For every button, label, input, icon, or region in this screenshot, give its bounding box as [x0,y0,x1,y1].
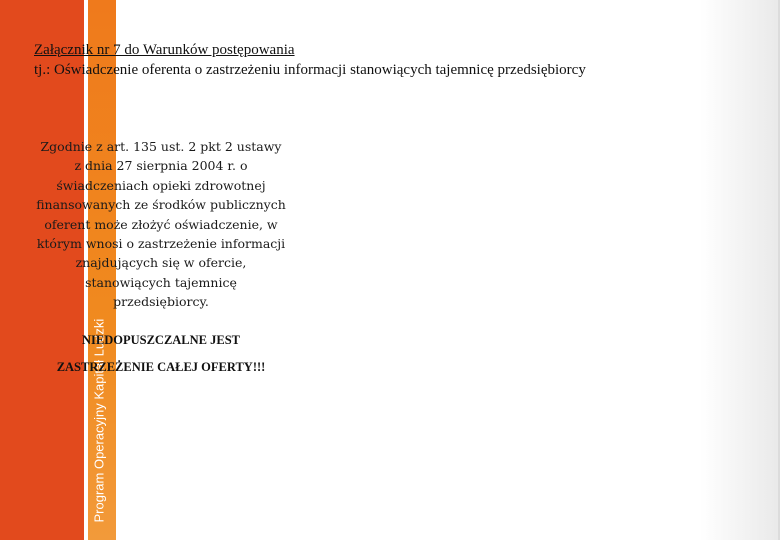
right-fade-decoration [700,0,780,540]
notice-line-2: ZASTRZEŻENIE CAŁEJ OFERTY!!! [56,360,266,374]
attachment-title: Załącznik nr 7 do Warunków postępowania [34,42,295,58]
attachment-subtitle: tj.: Oświadczenie oferenta o zastrzeżeniu informacji stanowiących tajemnicę przedsiębiorcy [34,62,586,78]
notice-line-1: NIEDOPUSZCZALNE JEST [81,333,241,347]
brand-vertical-text: Program Operacyjny Kapitał Ludzki [91,318,107,523]
document-header [34,40,754,80]
legal-paragraph: Zgodnie z art. 135 ust. 2 pkt 2 ustawy z dnia 27 sierpnia 2004 r. o świadczeniach opieki zdrowotnej finansowanych ze środków publicznych oferent może złożyć oświadczenie, w którym wnosi o zastrzeżenie informacji znajdujących się w ofercie, stanowiących tajemnicę przedsiębiorcy. [36,139,286,310]
